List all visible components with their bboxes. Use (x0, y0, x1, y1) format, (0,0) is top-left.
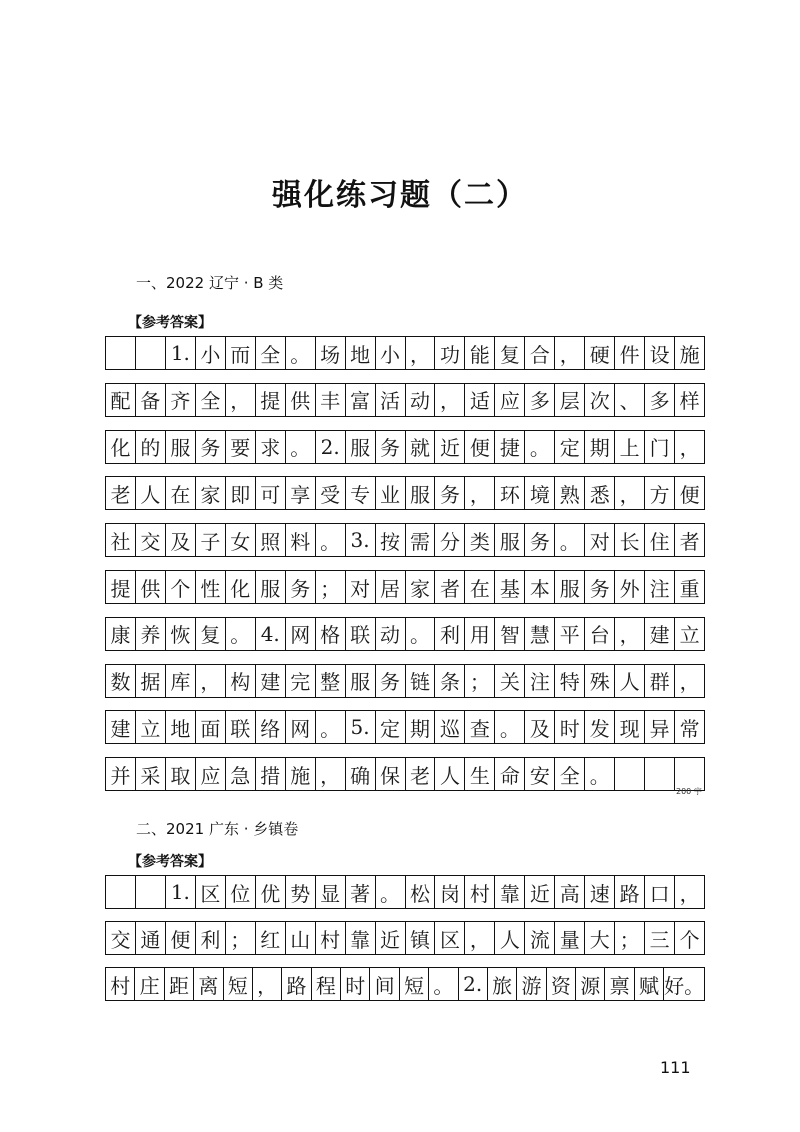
grid-cell: 熟 (555, 477, 585, 509)
grid-cell: 数 (106, 665, 136, 697)
grid-cell: 好。 (664, 973, 705, 998)
grid-cell: ； (226, 922, 256, 954)
grid-cell: 禀 (605, 968, 634, 1000)
grid-cell: 建 (256, 665, 286, 697)
grid-cell: 家 (406, 571, 436, 603)
grid-row (105, 336, 705, 370)
grid-cell: 在 (465, 571, 495, 603)
grid-cell: 及 (525, 711, 555, 743)
grid-cell: 能 (465, 337, 495, 369)
grid-cell: 近 (376, 922, 406, 954)
grid-cell: 急 (226, 758, 256, 790)
grid-row (105, 875, 705, 909)
grid-cell: 享 (286, 477, 316, 509)
grid-cell: 速 (585, 876, 615, 908)
grid-cell: 村 (465, 876, 495, 908)
grid-cell: 岗 (435, 876, 465, 908)
grid-row (105, 430, 705, 464)
grid-cell: 群 (645, 665, 675, 697)
grid-cell: 。 (429, 968, 458, 1000)
grid-cell: 恢 (166, 618, 196, 650)
grid-cell: 在 (166, 477, 196, 509)
grid-cell: 服 (256, 571, 286, 603)
grid-cell: 异 (645, 711, 675, 743)
grid-cell: 就 (406, 431, 436, 463)
grid-cell: 子 (196, 524, 226, 556)
grid-cell: 口 (645, 876, 675, 908)
grid-cell: 注 (645, 571, 675, 603)
grid-cell: 建 (106, 711, 136, 743)
grid-cell: 注 (525, 665, 555, 697)
grid-cell: 构 (226, 665, 256, 697)
grid-cell: 网 (286, 711, 316, 743)
grid-cell: 长 (615, 524, 645, 556)
grid-cell: 靠 (346, 922, 376, 954)
grid-cell: 台 (585, 618, 615, 650)
grid-cell: ， (679, 881, 700, 906)
grid-cell: 措 (256, 758, 286, 790)
grid-cell: 1. (166, 876, 196, 908)
grid-cell: 务 (525, 524, 555, 556)
grid-cell: 务 (376, 665, 406, 697)
grid-row (105, 967, 705, 1001)
grid-cell: 基 (495, 571, 525, 603)
grid-cell: 联 (226, 711, 256, 743)
grid-cell: 社 (106, 524, 136, 556)
grid-cell: 期 (585, 431, 615, 463)
grid-cell: 三 (645, 922, 675, 954)
grid-cell: 立 (136, 711, 166, 743)
grid-cell: 定 (555, 431, 585, 463)
grid-cell: 近 (525, 876, 555, 908)
grid-cell: 条 (435, 665, 465, 697)
grid-cell: 用 (465, 618, 495, 650)
grid-cell: 上 (615, 431, 645, 463)
grid-cell: 。 (525, 431, 555, 463)
grid-cell: ， (316, 758, 346, 790)
grid-cell: 2. (316, 431, 346, 463)
grid-cell: 务 (196, 431, 226, 463)
grid-cell: ； (615, 922, 645, 954)
grid-cell: 备 (136, 384, 166, 416)
grid-cell: 整 (316, 665, 346, 697)
grid-cell: 路 (615, 876, 645, 908)
grid-cell: 显 (316, 876, 346, 908)
grid-cell: 照 (256, 524, 286, 556)
grid-cell: ， (226, 384, 256, 416)
grid-cell: 镇 (406, 922, 436, 954)
section-1-answer-label: 【参考答案】 (128, 315, 212, 331)
grid-cell: 优 (256, 876, 286, 908)
grid-cell: 时 (341, 968, 370, 1000)
grid-cell (136, 876, 166, 908)
grid-cell: 全 (555, 758, 585, 790)
grid-cell: 殊 (585, 665, 615, 697)
grid-cell: 2. (459, 968, 488, 1000)
grid-cell: 设 (645, 337, 675, 369)
grid-row (105, 617, 705, 651)
grid-cell: 本 (525, 571, 555, 603)
grid-cell: 立 (679, 623, 700, 648)
grid-cell: 老 (106, 477, 136, 509)
grid-cell: 提 (106, 571, 136, 603)
grid-cell: 确 (346, 758, 376, 790)
grid-cell: 。 (585, 758, 615, 790)
grid-row (105, 710, 705, 744)
grid-cell: 服 (166, 431, 196, 463)
grid-cell: 服 (346, 665, 376, 697)
grid-cell: 著 (346, 876, 376, 908)
grid-cell: 对 (585, 524, 615, 556)
grid-cell: 多 (645, 384, 675, 416)
grid-cell: 3. (346, 524, 376, 556)
grid-cell: ， (196, 665, 226, 697)
section-1-heading: 一、2022 辽宁 · B 类 (136, 274, 284, 292)
grid-cell: 并 (106, 758, 136, 790)
grid-cell: 利 (196, 922, 226, 954)
grid-cell: 门 (645, 431, 675, 463)
grid-cell: ， (615, 477, 645, 509)
grid-cell: 受 (316, 477, 346, 509)
grid-row (105, 570, 705, 604)
grid-cell: 而 (226, 337, 256, 369)
grid-cell: 资 (547, 968, 576, 1000)
grid-cell: 量 (555, 922, 585, 954)
grid-cell: 。 (316, 524, 346, 556)
grid-cell: 养 (136, 618, 166, 650)
grid-cell: 。 (286, 431, 316, 463)
grid-cell: 期 (406, 711, 436, 743)
grid-cell: 丰 (316, 384, 346, 416)
grid-cell: 路 (282, 968, 311, 1000)
grid-cell: 动 (406, 384, 436, 416)
grid-cell: 常 (679, 716, 700, 741)
grid-cell: 务 (435, 477, 465, 509)
grid-cell: 康 (106, 618, 136, 650)
grid-cell: 功 (435, 337, 465, 369)
grid-cell: 。 (376, 876, 406, 908)
grid-cell: 旅 (488, 968, 517, 1000)
grid-cell: ， (253, 968, 282, 1000)
grid-cell: 赋 (635, 968, 664, 1000)
grid-cell: 活 (376, 384, 406, 416)
grid-cell: 化 (226, 571, 256, 603)
grid-cell: 网 (286, 618, 316, 650)
grid-cell: 化 (106, 431, 136, 463)
grid-cell: 类 (465, 524, 495, 556)
grid-cell: 势 (286, 876, 316, 908)
grid-cell: 完 (286, 665, 316, 697)
grid-cell: 齐 (166, 384, 196, 416)
grid-cell: 服 (406, 477, 436, 509)
grid-cell: 据 (136, 665, 166, 697)
grid-cell: 。 (406, 618, 436, 650)
grid-cell: 务 (376, 431, 406, 463)
grid-cell: 面 (196, 711, 226, 743)
grid-cell: 可 (256, 477, 286, 509)
grid-cell: ， (465, 922, 495, 954)
grid-cell: 靠 (495, 876, 525, 908)
grid-cell: 时 (555, 711, 585, 743)
grid-cell: 服 (495, 524, 525, 556)
grid-cell: 特 (555, 665, 585, 697)
grid-cell: 巡 (435, 711, 465, 743)
section-2-answer-label: 【参考答案】 (128, 854, 212, 870)
grid-cell: 程 (312, 968, 341, 1000)
grid-cell: 便 (679, 482, 700, 507)
grid-cell: 住 (645, 524, 675, 556)
grid-cell: 专 (346, 477, 376, 509)
grid-cell: ， (679, 670, 700, 695)
grid-cell: 富 (346, 384, 376, 416)
grid-cell: 智 (495, 618, 525, 650)
grid-cell: 庄 (135, 968, 164, 1000)
grid-cell: ， (615, 618, 645, 650)
grid-cell: 间 (370, 968, 399, 1000)
grid-cell: 应 (495, 384, 525, 416)
grid-cell: 离 (194, 968, 223, 1000)
grid-cell: 悉 (585, 477, 615, 509)
grid-cell (106, 337, 136, 369)
grid-cell (106, 876, 136, 908)
grid-cell: 复 (495, 337, 525, 369)
grid-cell: 区 (435, 922, 465, 954)
grid-row (105, 476, 705, 510)
grid-cell: 便 (166, 922, 196, 954)
grid-cell: 性 (196, 571, 226, 603)
grid-cell: 保 (376, 758, 406, 790)
grid-cell: 及 (166, 524, 196, 556)
grid-cell (136, 337, 166, 369)
grid-cell: 联 (346, 618, 376, 650)
grid-cell: 链 (406, 665, 436, 697)
grid-cell: 即 (226, 477, 256, 509)
grid-cell: 山 (286, 922, 316, 954)
grid-cell: 距 (165, 968, 194, 1000)
grid-cell: 取 (166, 758, 196, 790)
grid-cell: 。 (495, 711, 525, 743)
grid-cell: 4. (256, 618, 286, 650)
grid-cell: 建 (645, 618, 675, 650)
grid-row (105, 921, 705, 955)
grid-cell: 场 (316, 337, 346, 369)
grid-cell: 重 (679, 576, 700, 601)
grid-cell: 服 (346, 431, 376, 463)
grid-cell: 多 (525, 384, 555, 416)
grid-cell: 者 (679, 529, 700, 554)
grid-cell: ， (435, 384, 465, 416)
grid-cell: 通 (136, 922, 166, 954)
word-count-mark: 200 字 (676, 787, 702, 796)
grid-cell: 人 (495, 922, 525, 954)
grid-cell: 1. (166, 337, 196, 369)
grid-cell: 采 (136, 758, 166, 790)
grid-cell: 发 (585, 711, 615, 743)
grid-cell: 提 (256, 384, 286, 416)
grid-cell: 命 (495, 758, 525, 790)
grid-cell: 大 (585, 922, 615, 954)
grid-cell: 的 (136, 431, 166, 463)
grid-cell: 需 (406, 524, 436, 556)
grid-row (105, 664, 705, 698)
grid-cell: 络 (256, 711, 286, 743)
grid-cell: 短 (224, 968, 253, 1000)
grid-cell: 人 (435, 758, 465, 790)
grid-cell: ， (679, 436, 700, 461)
grid-cell: 件 (615, 337, 645, 369)
grid-row (105, 383, 705, 417)
grid-cell: ， (465, 477, 495, 509)
grid-row (105, 523, 705, 557)
grid-cell: 5. (346, 711, 376, 743)
grid-cell: ； (465, 665, 495, 697)
grid-cell: 小 (196, 337, 226, 369)
grid-cell: 利 (435, 618, 465, 650)
grid-cell: 女 (226, 524, 256, 556)
grid-cell: 源 (576, 968, 605, 1000)
grid-cell: 流 (525, 922, 555, 954)
grid-cell: 查 (465, 711, 495, 743)
grid-cell: 者 (435, 571, 465, 603)
grid-cell: 平 (555, 618, 585, 650)
grid-cell: 。 (555, 524, 585, 556)
grid-cell: 环 (495, 477, 525, 509)
grid-cell: 全 (256, 337, 286, 369)
grid-cell: 、 (615, 384, 645, 416)
grid-cell: 小 (376, 337, 406, 369)
grid-cell: 境 (525, 477, 555, 509)
grid-cell (615, 758, 645, 790)
grid-cell: 应 (196, 758, 226, 790)
grid-cell: 业 (376, 477, 406, 509)
grid-cell: 交 (136, 524, 166, 556)
grid-cell: 务 (286, 571, 316, 603)
section-2-heading: 二、2021 广东 · 乡镇卷 (136, 820, 299, 838)
grid-cell: 分 (435, 524, 465, 556)
grid-cell: 硬 (585, 337, 615, 369)
grid-cell: 地 (166, 711, 196, 743)
grid-cell: 近 (435, 431, 465, 463)
grid-cell: 库 (166, 665, 196, 697)
grid-cell: 适 (465, 384, 495, 416)
grid-cell: 家 (196, 477, 226, 509)
grid-cell: 外 (615, 571, 645, 603)
grid-cell: 格 (316, 618, 346, 650)
grid-cell: 要 (226, 431, 256, 463)
grid-cell: 生 (465, 758, 495, 790)
grid-cell: 供 (136, 571, 166, 603)
grid-cell: 供 (286, 384, 316, 416)
grid-cell: 交 (106, 922, 136, 954)
grid-cell: 样 (679, 389, 700, 414)
grid-cell: 位 (226, 876, 256, 908)
grid-cell: 按 (376, 524, 406, 556)
grid-cell: 老 (406, 758, 436, 790)
grid-cell: 施 (286, 758, 316, 790)
grid-cell: 捷 (495, 431, 525, 463)
grid-cell: 全 (196, 384, 226, 416)
grid-cell: 。 (286, 337, 316, 369)
grid-cell: 安 (525, 758, 555, 790)
grid-cell: 层 (555, 384, 585, 416)
grid-cell: 便 (465, 431, 495, 463)
page-number: 111 (660, 1058, 691, 1077)
grid-cell: 料 (286, 524, 316, 556)
grid-cell: 红 (256, 922, 286, 954)
grid-cell: 短 (400, 968, 429, 1000)
grid-cell: 动 (376, 618, 406, 650)
grid-cell: 个 (679, 927, 700, 952)
grid-cell: ， (406, 337, 436, 369)
grid-cell: 地 (346, 337, 376, 369)
grid-cell: 求 (256, 431, 286, 463)
grid-cell: 现 (615, 711, 645, 743)
grid-cell: 关 (495, 665, 525, 697)
grid-cell: ， (555, 337, 585, 369)
grid-cell: 村 (106, 968, 135, 1000)
grid-cell: 定 (376, 711, 406, 743)
grid-cell: 务 (585, 571, 615, 603)
grid-cell: 服 (555, 571, 585, 603)
grid-cell: 村 (316, 922, 346, 954)
grid-cell: 。 (226, 618, 256, 650)
grid-cell: 高 (555, 876, 585, 908)
grid-row (105, 757, 705, 791)
grid-cell: 合 (525, 337, 555, 369)
grid-cell: 个 (166, 571, 196, 603)
grid-cell: 复 (196, 618, 226, 650)
grid-cell: 次 (585, 384, 615, 416)
grid-cell: 对 (346, 571, 376, 603)
grid-cell: 施 (679, 342, 700, 367)
grid-cell: 居 (376, 571, 406, 603)
grid-cell: 配 (106, 384, 136, 416)
grid-cell: 。 (316, 711, 346, 743)
grid-cell: 方 (645, 477, 675, 509)
grid-cell: 游 (517, 968, 546, 1000)
grid-cell: ； (316, 571, 346, 603)
grid-cell (645, 758, 675, 790)
page-title: 强化练习题（二） (272, 178, 528, 213)
grid-cell: 人 (136, 477, 166, 509)
grid-cell: 慧 (525, 618, 555, 650)
grid-cell: 松 (406, 876, 436, 908)
grid-cell: 区 (196, 876, 226, 908)
grid-cell: 人 (615, 665, 645, 697)
